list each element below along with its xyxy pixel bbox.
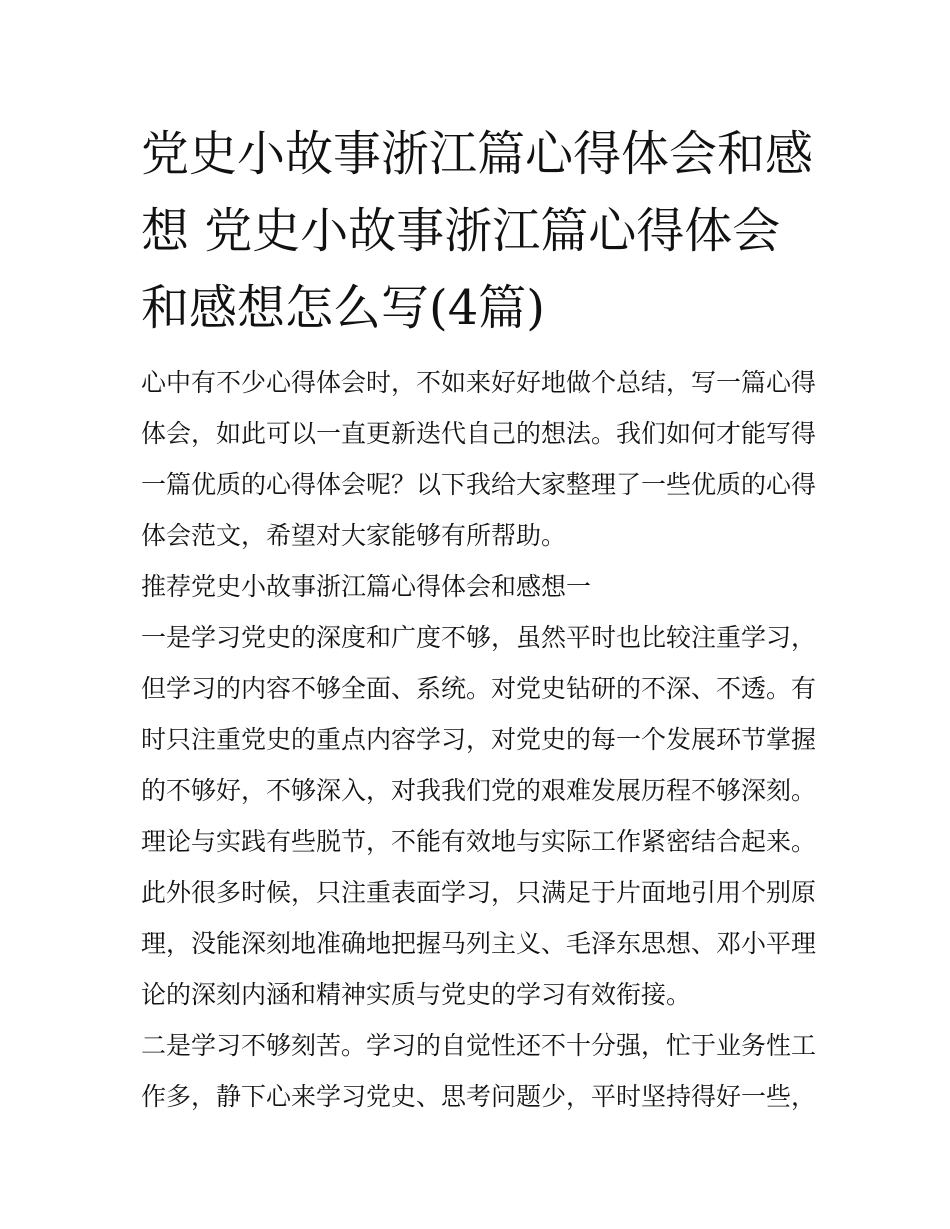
body-paragraph-1: 一是学习党史的深度和广度不够，虽然平时也比较注重学习，但学习的内容不够全面、系统。对党史钻研的不深、不透。有时只注重党史的重点内容学习，对党史的每一个发展环节掌握的不够好，不够深入，对我我们党的艰难发展历程不够深刻。理论与实践有些脱节，不能有效地与实际工作紧密结合起来。此外很多时候，只注重表面学习，只满足于片面地引用个别原理，没能深刻地准确地把握马列主义、毛泽东思想、邓小平理论的深刻内涵和精神实质与党史的学习有效衔接。 xyxy=(141,623,817,1009)
body-paragraph-2: 二是学习不够刻苦。学习的自觉性还不十分强，忙于业务性工作多，静下心来学习党史、思考问题少，平时坚持得好一些， xyxy=(141,1031,817,1111)
document-title: 党史小故事浙江篇心得体会和感想 党史小故事浙江篇心得体会和感想怎么写(4篇) xyxy=(141,126,814,336)
intro-paragraph: 心中有不少心得体会时，不如来好好地做个总结，写一篇心得体会，如此可以一直更新迭代自己的想法。我们如何才能写得一篇优质的心得体会呢？以下我给大家整理了一些优质的心得体会范文，希望对大家能够有所帮助。 xyxy=(141,368,817,550)
document-body xyxy=(141,357,821,1122)
section-heading: 推荐党史小故事浙江篇心得体会和感想一 xyxy=(141,572,592,601)
